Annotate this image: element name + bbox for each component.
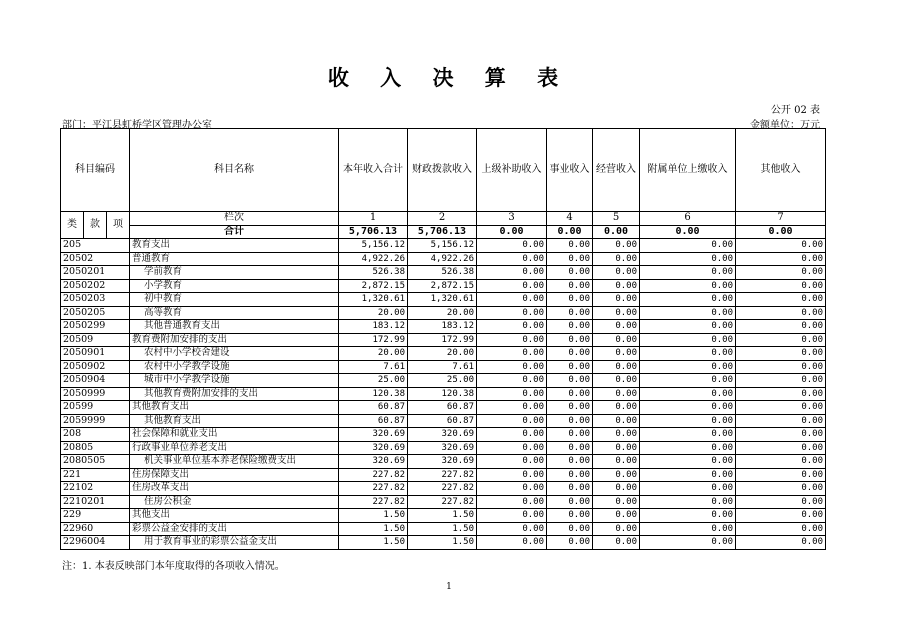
value-cell: 172.99 <box>339 333 408 347</box>
subject-code: 20805 <box>61 441 130 455</box>
value-cell: 0.00 <box>477 441 547 455</box>
value-cell: 0.00 <box>477 536 547 550</box>
value-cell: 0.00 <box>640 414 736 428</box>
value-cell: 0.00 <box>547 509 593 523</box>
value-cell: 0.00 <box>477 252 547 266</box>
value-cell: 20.00 <box>339 347 408 361</box>
value-cell: 120.38 <box>408 387 477 401</box>
header-col-6: 附属单位上缴收入 <box>640 129 736 212</box>
value-cell: 0.00 <box>640 401 736 415</box>
value-cell: 0.00 <box>736 347 826 361</box>
value-cell: 320.69 <box>408 441 477 455</box>
subject-code: 2050901 <box>61 347 130 361</box>
value-cell: 7.61 <box>408 360 477 374</box>
value-cell: 0.00 <box>477 266 547 280</box>
total-value-7: 0.00 <box>736 225 826 239</box>
value-cell: 0.00 <box>640 239 736 253</box>
value-cell: 526.38 <box>339 266 408 280</box>
value-cell: 0.00 <box>736 522 826 536</box>
value-cell: 0.00 <box>477 374 547 388</box>
header-lei: 类 <box>61 212 84 239</box>
value-cell: 0.00 <box>640 428 736 442</box>
value-cell: 0.00 <box>736 320 826 334</box>
subject-name: 其他教育支出 <box>130 401 339 415</box>
value-cell: 0.00 <box>593 536 640 550</box>
subject-name: 教育支出 <box>130 239 339 253</box>
form-code: 公开 02 表 <box>770 105 820 116</box>
value-cell: 0.00 <box>593 360 640 374</box>
value-cell: 0.00 <box>547 401 593 415</box>
value-cell: 0.00 <box>547 387 593 401</box>
unit-label: 金额单位：万元 <box>750 120 820 131</box>
value-cell: 0.00 <box>547 522 593 536</box>
subject-code: 22102 <box>61 482 130 496</box>
value-cell: 0.00 <box>736 374 826 388</box>
value-cell: 0.00 <box>640 455 736 469</box>
value-cell: 0.00 <box>593 320 640 334</box>
value-cell: 0.00 <box>547 266 593 280</box>
value-cell: 0.00 <box>547 347 593 361</box>
subject-name: 其他普通教育支出 <box>130 320 339 334</box>
total-value-2: 5,706.13 <box>408 225 477 239</box>
value-cell: 20.00 <box>408 347 477 361</box>
value-cell: 0.00 <box>477 482 547 496</box>
subject-name: 住房保障支出 <box>130 468 339 482</box>
value-cell: 320.69 <box>339 455 408 469</box>
value-cell: 227.82 <box>339 482 408 496</box>
table-row <box>61 536 826 550</box>
table-row <box>61 239 826 253</box>
value-cell: 320.69 <box>408 455 477 469</box>
subject-name: 其他教育支出 <box>130 414 339 428</box>
header-col-1: 本年收入合计 <box>339 129 408 212</box>
subject-name: 彩票公益金安排的支出 <box>130 522 339 536</box>
value-cell: 1.50 <box>408 536 477 550</box>
value-cell: 0.00 <box>593 468 640 482</box>
value-cell: 0.00 <box>640 522 736 536</box>
value-cell: 7.61 <box>339 360 408 374</box>
value-cell: 0.00 <box>547 414 593 428</box>
subject-code: 2050299 <box>61 320 130 334</box>
value-cell: 0.00 <box>640 441 736 455</box>
value-cell: 0.00 <box>640 279 736 293</box>
department-label: 部门：平江县虹桥学区管理办公室 <box>62 120 212 131</box>
value-cell: 1,320.61 <box>408 293 477 307</box>
total-row <box>61 225 826 239</box>
value-cell: 0.00 <box>593 293 640 307</box>
value-cell: 0.00 <box>547 455 593 469</box>
value-cell: 0.00 <box>736 306 826 320</box>
value-cell: 0.00 <box>547 320 593 334</box>
table-row <box>61 482 826 496</box>
subject-code: 2296004 <box>61 536 130 550</box>
header-name: 科目名称 <box>130 129 339 212</box>
value-cell: 0.00 <box>640 468 736 482</box>
value-cell: 0.00 <box>593 374 640 388</box>
value-cell: 1.50 <box>339 536 408 550</box>
subject-code: 2050904 <box>61 374 130 388</box>
value-cell: 0.00 <box>547 360 593 374</box>
col-num-7: 7 <box>736 212 826 226</box>
total-value-1: 5,706.13 <box>339 225 408 239</box>
footnote: 注：1. 本表反映部门本年度取得的各项收入情况。 <box>62 561 285 572</box>
header-col-2: 财政拨款收入 <box>408 129 477 212</box>
table-row <box>61 509 826 523</box>
value-cell: 0.00 <box>640 266 736 280</box>
value-cell: 0.00 <box>593 347 640 361</box>
value-cell: 0.00 <box>593 441 640 455</box>
col-num-1: 1 <box>339 212 408 226</box>
value-cell: 20.00 <box>408 306 477 320</box>
value-cell: 0.00 <box>547 441 593 455</box>
value-cell: 0.00 <box>593 455 640 469</box>
value-cell: 320.69 <box>339 428 408 442</box>
document-title: 收 入 决 算 表 <box>327 65 571 90</box>
value-cell: 0.00 <box>477 320 547 334</box>
value-cell: 0.00 <box>736 360 826 374</box>
value-cell: 0.00 <box>640 347 736 361</box>
subject-code: 2050205 <box>61 306 130 320</box>
value-cell: 0.00 <box>477 428 547 442</box>
value-cell: 0.00 <box>736 252 826 266</box>
table-row <box>61 320 826 334</box>
value-cell: 0.00 <box>547 536 593 550</box>
table-row <box>61 333 826 347</box>
value-cell: 25.00 <box>339 374 408 388</box>
value-cell: 0.00 <box>640 482 736 496</box>
table-row <box>61 401 826 415</box>
value-cell: 0.00 <box>736 387 826 401</box>
value-cell: 0.00 <box>477 495 547 509</box>
value-cell: 0.00 <box>477 401 547 415</box>
value-cell: 4,922.26 <box>408 252 477 266</box>
subject-name: 用于教育事业的彩票公益金支出 <box>130 536 339 550</box>
value-cell: 0.00 <box>736 428 826 442</box>
subject-name: 行政事业单位养老支出 <box>130 441 339 455</box>
subject-name: 机关事业单位基本养老保险缴费支出 <box>130 455 339 469</box>
subject-name: 小学教育 <box>130 279 339 293</box>
value-cell: 0.00 <box>640 495 736 509</box>
value-cell: 0.00 <box>477 347 547 361</box>
value-cell: 0.00 <box>593 509 640 523</box>
table-row <box>61 414 826 428</box>
value-cell: 0.00 <box>736 401 826 415</box>
value-cell: 0.00 <box>477 279 547 293</box>
value-cell: 25.00 <box>408 374 477 388</box>
value-cell: 1.50 <box>339 522 408 536</box>
value-cell: 0.00 <box>547 279 593 293</box>
table-row <box>61 252 826 266</box>
subject-name: 高等教育 <box>130 306 339 320</box>
value-cell: 0.00 <box>736 239 826 253</box>
value-cell: 227.82 <box>408 495 477 509</box>
value-cell: 0.00 <box>736 414 826 428</box>
header-row <box>61 129 826 212</box>
header-col-7: 其他收入 <box>736 129 826 212</box>
value-cell: 0.00 <box>736 293 826 307</box>
value-cell: 0.00 <box>593 252 640 266</box>
value-cell: 60.87 <box>339 401 408 415</box>
value-cell: 0.00 <box>477 414 547 428</box>
subject-code: 2050201 <box>61 266 130 280</box>
subject-name: 其他教育费附加安排的支出 <box>130 387 339 401</box>
value-cell: 0.00 <box>736 509 826 523</box>
subject-name: 教育费附加安排的支出 <box>130 333 339 347</box>
header-kuan: 款 <box>84 212 107 239</box>
value-cell: 0.00 <box>593 279 640 293</box>
lanci-row <box>61 212 826 226</box>
value-cell: 0.00 <box>477 387 547 401</box>
value-cell: 0.00 <box>477 293 547 307</box>
header-col-4: 事业收入 <box>547 129 593 212</box>
value-cell: 227.82 <box>408 482 477 496</box>
value-cell: 20.00 <box>339 306 408 320</box>
total-value-5: 0.00 <box>593 225 640 239</box>
subject-code: 2210201 <box>61 495 130 509</box>
table-row <box>61 279 826 293</box>
value-cell: 0.00 <box>477 239 547 253</box>
value-cell: 0.00 <box>477 509 547 523</box>
value-cell: 320.69 <box>339 441 408 455</box>
subject-name: 初中教育 <box>130 293 339 307</box>
value-cell: 0.00 <box>736 536 826 550</box>
value-cell: 0.00 <box>640 374 736 388</box>
table-row <box>61 455 826 469</box>
value-cell: 2,872.15 <box>408 279 477 293</box>
value-cell: 227.82 <box>339 495 408 509</box>
value-cell: 0.00 <box>477 333 547 347</box>
table-row <box>61 441 826 455</box>
value-cell: 0.00 <box>547 374 593 388</box>
table-row <box>61 428 826 442</box>
subject-code: 2050902 <box>61 360 130 374</box>
value-cell: 1,320.61 <box>339 293 408 307</box>
subject-name: 农村中小学教学设施 <box>130 360 339 374</box>
value-cell: 172.99 <box>408 333 477 347</box>
value-cell: 1.50 <box>339 509 408 523</box>
subject-code: 221 <box>61 468 130 482</box>
value-cell: 0.00 <box>593 522 640 536</box>
income-table <box>60 128 826 550</box>
value-cell: 183.12 <box>408 320 477 334</box>
value-cell: 4,922.26 <box>339 252 408 266</box>
subject-code: 20502 <box>61 252 130 266</box>
value-cell: 0.00 <box>477 522 547 536</box>
value-cell: 227.82 <box>339 468 408 482</box>
value-cell: 60.87 <box>408 401 477 415</box>
value-cell: 0.00 <box>547 495 593 509</box>
value-cell: 0.00 <box>547 252 593 266</box>
table-row <box>61 293 826 307</box>
value-cell: 5,156.12 <box>339 239 408 253</box>
subject-code: 229 <box>61 509 130 523</box>
value-cell: 0.00 <box>477 306 547 320</box>
value-cell: 0.00 <box>640 360 736 374</box>
subject-name: 城市中小学教学设施 <box>130 374 339 388</box>
table-row <box>61 522 826 536</box>
value-cell: 0.00 <box>593 306 640 320</box>
value-cell: 0.00 <box>593 401 640 415</box>
value-cell: 0.00 <box>736 333 826 347</box>
total-value-6: 0.00 <box>640 225 736 239</box>
value-cell: 526.38 <box>408 266 477 280</box>
value-cell: 0.00 <box>593 428 640 442</box>
value-cell: 0.00 <box>593 482 640 496</box>
header-code: 科目编码 <box>61 129 130 212</box>
subject-code: 2080505 <box>61 455 130 469</box>
value-cell: 0.00 <box>547 468 593 482</box>
value-cell: 0.00 <box>593 266 640 280</box>
value-cell: 0.00 <box>736 468 826 482</box>
subject-name: 住房公积金 <box>130 495 339 509</box>
subject-name: 农村中小学校舍建设 <box>130 347 339 361</box>
table-row <box>61 266 826 280</box>
value-cell: 320.69 <box>408 428 477 442</box>
value-cell: 0.00 <box>547 293 593 307</box>
value-cell: 0.00 <box>547 239 593 253</box>
table-row <box>61 360 826 374</box>
total-value-4: 0.00 <box>547 225 593 239</box>
table-row <box>61 387 826 401</box>
value-cell: 2,872.15 <box>339 279 408 293</box>
col-num-6: 6 <box>640 212 736 226</box>
value-cell: 0.00 <box>477 360 547 374</box>
value-cell: 183.12 <box>339 320 408 334</box>
page-number: 1 <box>446 582 452 592</box>
value-cell: 0.00 <box>640 320 736 334</box>
table-row <box>61 306 826 320</box>
value-cell: 227.82 <box>408 468 477 482</box>
value-cell: 0.00 <box>736 455 826 469</box>
header-col-3: 上级补助收入 <box>477 129 547 212</box>
value-cell: 0.00 <box>640 387 736 401</box>
value-cell: 0.00 <box>593 239 640 253</box>
value-cell: 0.00 <box>640 252 736 266</box>
col-num-2: 2 <box>408 212 477 226</box>
subject-code: 2050203 <box>61 293 130 307</box>
subject-code: 2050999 <box>61 387 130 401</box>
table-row <box>61 495 826 509</box>
col-num-4: 4 <box>547 212 593 226</box>
value-cell: 0.00 <box>547 482 593 496</box>
value-cell: 0.00 <box>736 441 826 455</box>
table-row <box>61 374 826 388</box>
subject-name: 其他支出 <box>130 509 339 523</box>
value-cell: 0.00 <box>640 293 736 307</box>
value-cell: 0.00 <box>736 279 826 293</box>
table-row <box>61 468 826 482</box>
subject-name: 学前教育 <box>130 266 339 280</box>
value-cell: 0.00 <box>736 482 826 496</box>
total-value-3: 0.00 <box>477 225 547 239</box>
value-cell: 1.50 <box>408 509 477 523</box>
subject-code: 208 <box>61 428 130 442</box>
subject-code: 20509 <box>61 333 130 347</box>
value-cell: 0.00 <box>593 495 640 509</box>
col-num-3: 3 <box>477 212 547 226</box>
value-cell: 0.00 <box>640 333 736 347</box>
subject-code: 22960 <box>61 522 130 536</box>
value-cell: 0.00 <box>547 306 593 320</box>
header-xiang: 项 <box>107 212 130 239</box>
value-cell: 0.00 <box>736 495 826 509</box>
header-col-5: 经营收入 <box>593 129 640 212</box>
value-cell: 0.00 <box>547 333 593 347</box>
value-cell: 0.00 <box>736 266 826 280</box>
subject-name: 普通教育 <box>130 252 339 266</box>
col-num-5: 5 <box>593 212 640 226</box>
value-cell: 0.00 <box>547 428 593 442</box>
value-cell: 60.87 <box>408 414 477 428</box>
value-cell: 0.00 <box>593 387 640 401</box>
value-cell: 5,156.12 <box>408 239 477 253</box>
value-cell: 0.00 <box>477 468 547 482</box>
value-cell: 120.38 <box>339 387 408 401</box>
subject-code: 2059999 <box>61 414 130 428</box>
value-cell: 0.00 <box>593 414 640 428</box>
subject-name: 社会保障和就业支出 <box>130 428 339 442</box>
value-cell: 0.00 <box>640 536 736 550</box>
table-row <box>61 347 826 361</box>
value-cell: 60.87 <box>339 414 408 428</box>
value-cell: 0.00 <box>477 455 547 469</box>
value-cell: 1.50 <box>408 522 477 536</box>
total-label: 合计 <box>130 225 339 239</box>
subject-code: 20599 <box>61 401 130 415</box>
value-cell: 0.00 <box>593 333 640 347</box>
subject-code: 2050202 <box>61 279 130 293</box>
lanci-label: 栏次 <box>130 212 339 226</box>
value-cell: 0.00 <box>640 306 736 320</box>
value-cell: 0.00 <box>640 509 736 523</box>
subject-name: 住房改革支出 <box>130 482 339 496</box>
subject-code: 205 <box>61 239 130 253</box>
